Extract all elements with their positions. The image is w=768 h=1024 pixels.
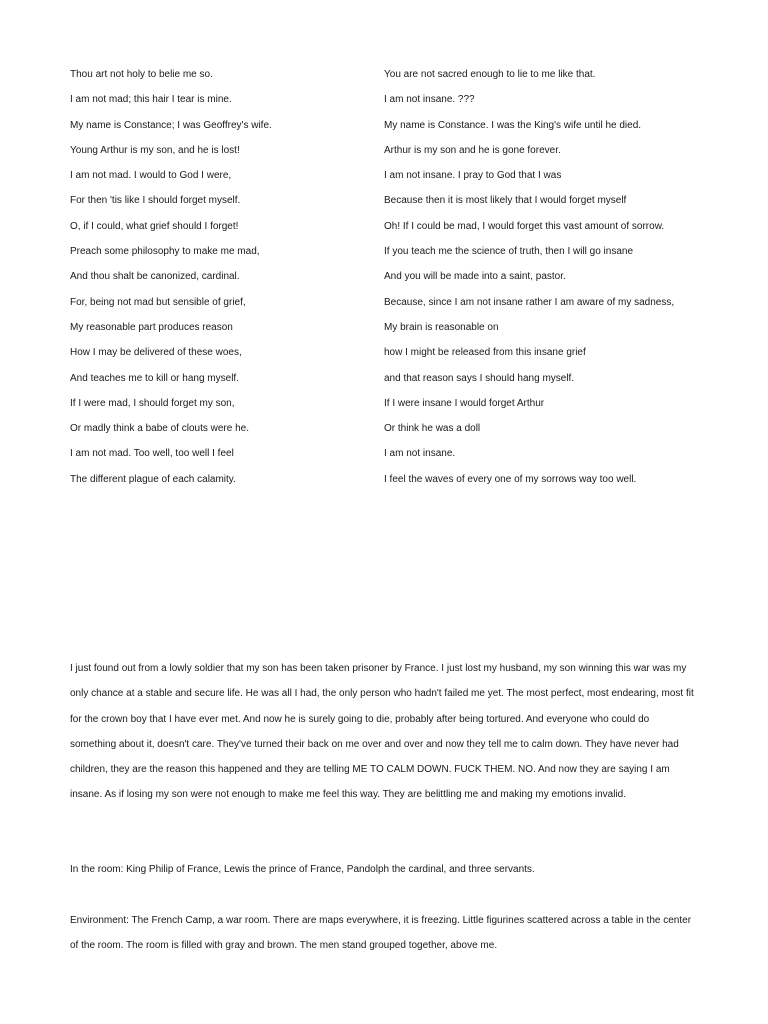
room-paragraph: In the room: King Philip of France, Lewis the prince of France, Pandolph the cardinal, and three servants.: [70, 864, 535, 875]
couplet-row: [70, 396, 710, 421]
original-line: The different plague of each calamity.: [70, 473, 236, 485]
modern-line: I am not insane.: [384, 448, 456, 460]
couplet-row: [70, 244, 710, 269]
modern-line: I feel the waves of every one of my sorrows way too well.: [384, 473, 637, 485]
couplet-row: [70, 143, 710, 168]
couplet-row: [70, 371, 710, 396]
environment-paragraph: Environment: The French Camp, a war room. There are maps everywhere, it is freezing. Little figurines scattered across a table in the center of the room. The room is filled with gray and brown. The men stand grouped together, above me.: [70, 915, 692, 952]
monologue-paragraph: I just found out from a lowly soldier that my son has been taken prisoner by France. I just lost my husband, my son winning this war was my only chance at a stable and secure life. He was all I had, the only person who hadn't failed me yet. The most perfect, most endearing, most fit for the crown boy that I have ever met. And now he is surely going to die, probably after being tortured. And everyone who could do something about it, doesn't care. They've turned their back on me over and over and now they tell me to calm down. They have never had children, they are the reason this happened and they are telling ME TO CALM DOWN. FUCK THEM. NO. And now they are saying I am insane. As if losing my son were not enough to make me feel this way. They are belittling me and making my emotions invalid.: [70, 663, 694, 801]
original-line: Young Arthur is my son, and he is lost!: [70, 144, 240, 156]
modern-line: If you teach me the science of truth, then I will go insane: [384, 246, 634, 258]
original-line: Thou art not holy to belie me so.: [70, 69, 213, 80]
couplet-row: [70, 295, 710, 320]
couplet-row: [70, 345, 710, 370]
modern-line: Oh! If I could be mad, I would forget this vast amount of sorrow.: [384, 220, 665, 232]
original-line: For, being not mad but sensible of grief,: [70, 296, 246, 308]
modern-line: I am not insane. ???: [384, 94, 475, 106]
translation-columns: [70, 67, 710, 497]
original-line: Preach some philosophy to make me mad,: [70, 246, 260, 258]
couplet-row: [70, 168, 710, 193]
original-line: My name is Constance; I was Geoffrey's wife.: [70, 119, 272, 131]
modern-line: My brain is reasonable on: [384, 321, 499, 333]
modern-line: how I might be released from this insane grief: [384, 347, 586, 359]
original-line: I am not mad. Too well, too well I feel: [70, 448, 234, 460]
modern-line: Arthur is my son and he is gone forever.: [384, 144, 561, 156]
original-line: O, if I could, what grief should I forget!: [70, 220, 239, 232]
couplet-row: [70, 118, 710, 143]
original-line: And thou shalt be canonized, cardinal.: [70, 271, 240, 283]
modern-line: I am not insane. I pray to God that I was: [384, 170, 562, 182]
couplet-row: [70, 269, 710, 294]
couplet-row: [70, 446, 710, 471]
modern-line: Or think he was a doll: [384, 423, 481, 435]
original-line: If I were mad, I should forget my son,: [70, 397, 235, 409]
couplet-row: [70, 92, 710, 117]
modern-line: And you will be made into a saint, pastor.: [384, 271, 566, 283]
modern-line: Because, since I am not insane rather I am aware of my sadness,: [384, 296, 675, 308]
modern-line: and that reason says I should hang myself.: [384, 372, 575, 384]
couplet-row: [70, 219, 710, 244]
original-line: For then 'tis like I should forget myself.: [70, 195, 241, 207]
original-line: I am not mad; this hair I tear is mine.: [70, 94, 232, 106]
modern-line: My name is Constance. I was the King's wife until he died.: [384, 119, 642, 131]
modern-line: You are not sacred enough to lie to me like that.: [384, 69, 596, 80]
couplet-row: [70, 472, 710, 497]
original-line: And teaches me to kill or hang myself.: [70, 372, 239, 384]
modern-line: Because then it is most likely that I would forget myself: [384, 195, 627, 207]
original-line: My reasonable part produces reason: [70, 321, 233, 333]
couplet-row: [70, 320, 710, 345]
original-line: How I may be delivered of these woes,: [70, 347, 242, 359]
original-line: Or madly think a babe of clouts were he.: [70, 423, 249, 435]
couplet-row: [70, 67, 710, 92]
modern-line: If I were insane I would forget Arthur: [384, 397, 545, 409]
couplet-row: [70, 421, 710, 446]
couplet-row: [70, 193, 710, 218]
original-line: I am not mad. I would to God I were,: [70, 170, 232, 182]
